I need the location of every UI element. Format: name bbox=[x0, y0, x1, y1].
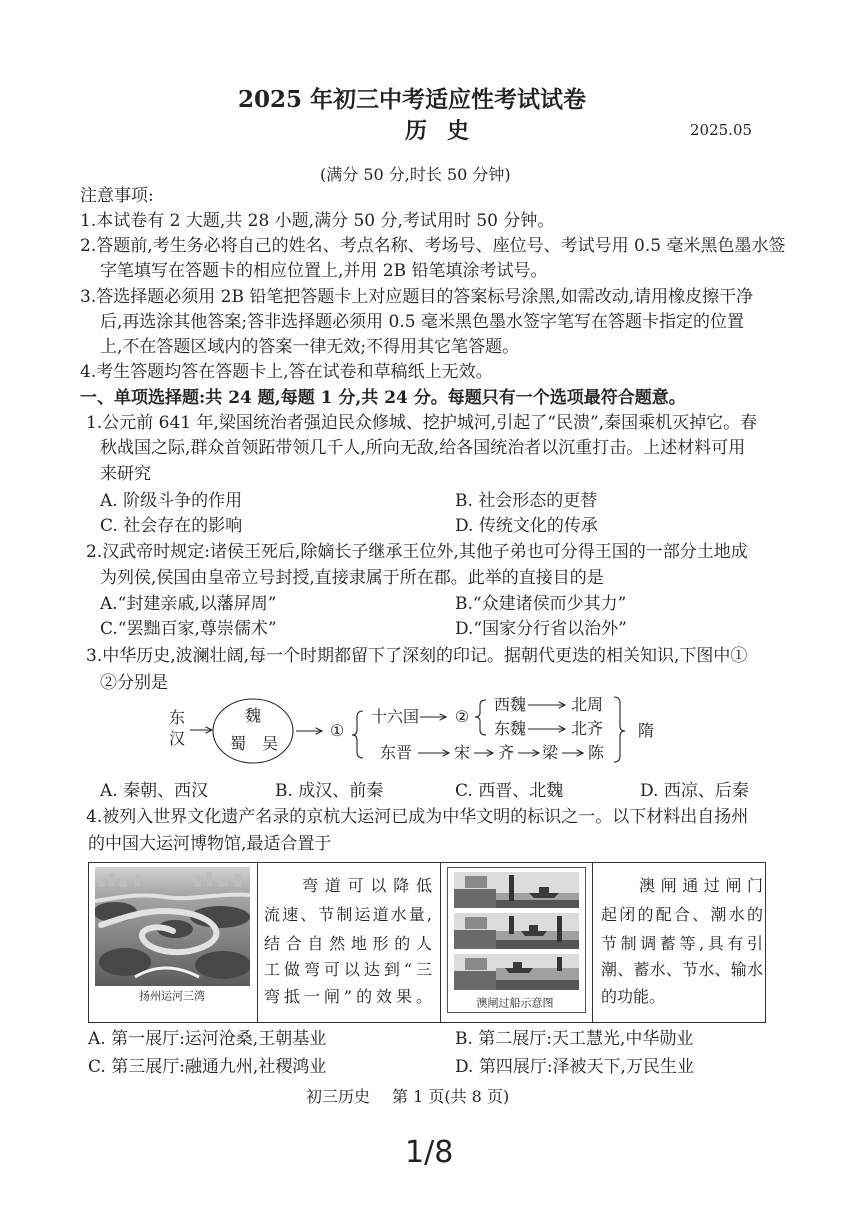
diagram-text-line: 的功能。 bbox=[601, 987, 666, 1006]
photo-text-line: 工做弯可以达到“三 bbox=[264, 960, 432, 979]
question-4-option-c: C. 第三展厅:融通九州,社稷鸿业 bbox=[88, 1057, 327, 1077]
notes-heading: 注意事项: bbox=[80, 186, 154, 206]
left-brace bbox=[475, 700, 486, 735]
dynasty-label: 北齐 bbox=[570, 719, 604, 738]
photo-text-line: 弯道可以降低 bbox=[302, 876, 432, 895]
dynasty-label: 隋 bbox=[637, 721, 655, 740]
question-1-option-d: D. 传统文化的传承 bbox=[455, 516, 598, 536]
note-line: 3.答选择题必须用 2B 铅笔把答题卡上对应题目的答案标号涂黑,如需改动,请用橡皮擦干净 bbox=[80, 287, 754, 307]
table-divider bbox=[592, 862, 593, 1023]
question-2-line: 为列侯,侯国由皇帝立号封授,直接隶属于所在郡。此举的直接目的是 bbox=[100, 568, 604, 588]
question-2-line: 2.汉武帝时规定:诸侯王死后,除嫡长子继承王位外,其他子弟也可分得王国的一部分土地成 bbox=[86, 542, 748, 562]
note-line: 后,再选涂其他答案;答非选择题必须用 0.5 毫米黑色墨水签字笔写在答题卡指定的位置 bbox=[100, 312, 744, 332]
question-3-option-d: D. 西凉、后秦 bbox=[640, 781, 749, 801]
photo-caption: 扬州运河三湾 bbox=[139, 989, 205, 1003]
blank-marker-1: ① bbox=[329, 721, 345, 740]
lock-stage-1 bbox=[454, 872, 579, 908]
question-4-line: 4.被列入世界文化遗产名录的京杭大运河已成为中华文明的标识之一。以下材料出自扬州 bbox=[86, 807, 749, 827]
photo-text-line: 流速、节制运道水量, bbox=[264, 905, 432, 924]
note-line: 4.考生答题均答在答题卡上,答在试卷和草稿纸上无效。 bbox=[80, 362, 493, 382]
question-3-option-a: A. 秦朝、西汉 bbox=[100, 781, 209, 801]
question-1-line: 1.公元前 641 年,梁国统治者强迫民众修城、挖护城河,引起了“民溃”,秦国乘机灭掉它。春 bbox=[86, 413, 758, 433]
page-indicator: 1/8 bbox=[405, 1135, 454, 1170]
question-1-option-c: C. 社会存在的影响 bbox=[100, 516, 243, 536]
diagram-text-line: 潮、蓄水、节水、输水 bbox=[601, 960, 763, 979]
exam-meta: (满分 50 分,时长 50 分钟) bbox=[320, 165, 511, 184]
dynasty-label: 东魏 bbox=[493, 719, 527, 738]
question-1-line: 来研究 bbox=[100, 464, 151, 484]
dynasty-label: 吴 bbox=[261, 734, 279, 753]
exam-date: 2025.05 bbox=[690, 121, 753, 139]
question-4-option-a: A. 第一展厅:运河沧桑,王朝基业 bbox=[88, 1029, 327, 1049]
dynasty-label: 北周 bbox=[570, 695, 604, 714]
dynasty-label: 陈 bbox=[587, 743, 605, 762]
question-4-line: 的中国大运河博物馆,最适合置于 bbox=[88, 834, 332, 854]
diagram-text-line: 节制调蓄等,具有引 bbox=[601, 934, 763, 953]
lock-stage-2 bbox=[454, 913, 579, 949]
note-line: 上,不在答题区域内的答案一律无效;不得用其它笔答题。 bbox=[100, 337, 520, 357]
footer-subject: 初三历史 bbox=[306, 1087, 371, 1106]
note-line: 字笔填写在答题卡的相应位置上,并用 2B 铅笔填涂考试号。 bbox=[100, 261, 548, 281]
dynasty-label: 蜀 bbox=[229, 734, 247, 753]
section-heading: 一、单项选择题:共 24 题,每题 1 分,共 24 分。每题只有一个选项最符合题意。 bbox=[80, 388, 686, 408]
diagram-text-line: 起闭的配合、潮水的 bbox=[601, 905, 763, 924]
lock-stage-3 bbox=[454, 954, 579, 990]
canal-aerial-photo bbox=[95, 867, 250, 986]
question-3-line: ②分别是 bbox=[100, 673, 168, 693]
dynasty-label: 东 bbox=[168, 708, 186, 727]
question-2-option-d: D.“国家分行省以治外” bbox=[455, 619, 627, 639]
question-1-line: 秋战国之际,群众首领跖带领几千人,所向无敌,给各国统治者以沉重打击。上述材料可用 bbox=[100, 438, 746, 458]
question-4-option-b: B. 第二展厅:天工慧光,中华勋业 bbox=[455, 1029, 694, 1049]
dynasty-label: 魏 bbox=[244, 706, 262, 725]
question-3-option-c: C. 西晋、北魏 bbox=[455, 781, 564, 801]
dynasty-label: 东晋 bbox=[379, 743, 413, 762]
note-line: 1.本试卷有 2 大题,共 28 小题,满分 50 分,考试用时 50 分钟。 bbox=[80, 211, 555, 231]
diagram-caption: 澳闸过船示意图 bbox=[476, 996, 554, 1010]
question-2-option-b: B.“众建诸侯而少其力” bbox=[455, 594, 627, 614]
footer-page-number: 第 1 页(共 8 页) bbox=[392, 1087, 510, 1106]
exam-title: 2025 年初三中考适应性考试试卷 bbox=[238, 86, 587, 113]
left-brace bbox=[352, 711, 363, 758]
question-3-option-b: B. 成汉、前秦 bbox=[275, 781, 384, 801]
dynasty-label: 梁 bbox=[541, 743, 559, 762]
subject-title: 历史 bbox=[405, 118, 490, 144]
dynasty-label: 十六国 bbox=[370, 707, 420, 726]
dynasty-label: 汉 bbox=[168, 729, 186, 748]
ship-lock-diagram bbox=[447, 867, 586, 1013]
question-2-option-a: A.“封建亲戚,以藩屏周” bbox=[100, 594, 277, 614]
photo-text-line: 弯抵一闸”的效果。 bbox=[264, 987, 432, 1006]
right-brace bbox=[614, 697, 625, 762]
photo-text-line: 结合自然地形的人 bbox=[264, 934, 432, 953]
question-3-line: 3.中华历史,波澜壮阔,每一个时期都留下了深刻的印记。据朝代更迭的相关知识,下图中① bbox=[86, 646, 748, 666]
question-1-option-b: B. 社会形态的更替 bbox=[455, 491, 598, 511]
question-1-option-a: A. 阶级斗争的作用 bbox=[100, 491, 243, 511]
table-divider bbox=[257, 862, 258, 1023]
question-4-option-d: D. 第四展厅:泽被天下,万民生业 bbox=[455, 1057, 694, 1077]
question-2-option-c: C.“罢黜百家,尊崇儒术” bbox=[100, 619, 277, 639]
dynasty-label: 宋 bbox=[453, 743, 471, 762]
diagram-text-line: 澳闸通过闸门 bbox=[639, 876, 763, 895]
table-divider bbox=[440, 862, 441, 1023]
dynasty-label: 齐 bbox=[497, 743, 515, 762]
blank-marker-2: ② bbox=[454, 707, 470, 726]
dynasty-label: 西魏 bbox=[493, 695, 527, 714]
note-line: 2.答题前,考生务必将自己的姓名、考点名称、考场号、座位号、考试号用 0.5 毫米黑色墨水签 bbox=[80, 236, 786, 256]
